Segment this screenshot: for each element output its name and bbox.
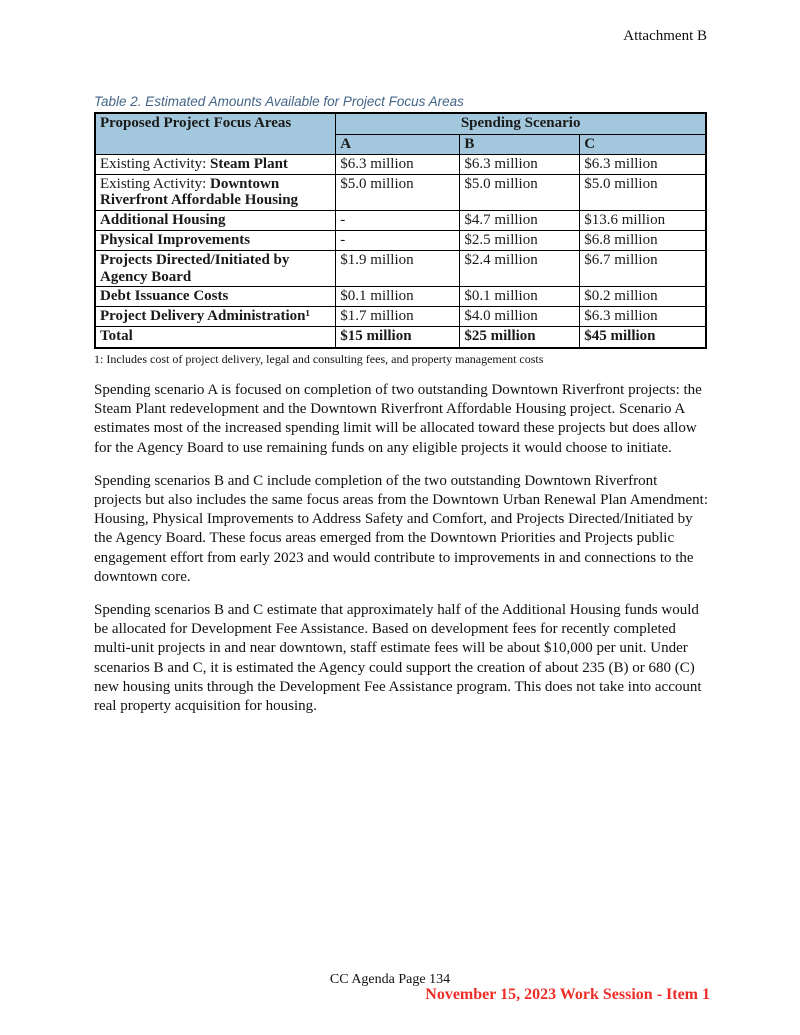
column-header-focus-areas: Proposed Project Focus Areas: [95, 113, 336, 154]
paragraph-scenarios-b-c: Spending scenarios B and C include completion of the two outstanding Downtown Riverfront projects but also includes the same focus areas from the Downtown Urban Renewal Plan Amendment: Housing, Physical Improvements to Address Safety and Comfort, and Projects Directed/Initiated by the Agency Board. These focus areas emerged from the Downtown Priorities and Projects public engagement effort from early 2023 and would contribute to improvements in and connections to the downtown core.: [94, 472, 709, 585]
table-row: [95, 287, 706, 307]
row-label: Additional Housing: [95, 211, 336, 231]
body-text: [94, 381, 708, 716]
table-header-group-row: [95, 113, 706, 135]
paragraph-fee-assistance: Spending scenarios B and C estimate that approximately half of the Additional Housing funds would be allocated for Development Fee Assistance. Based on development fees for recently completed multi-unit projects in and near downtown, staff estimate fees will be about $10,000 per unit. Under scenarios B and C, it is estimated the Agency could support the creation of about 235 (B) or 680 (C) new housing units through the Development Fee Assistance program. This does not take into account real property acquisition for housing.: [94, 602, 702, 715]
focus-areas-table: [94, 112, 707, 349]
row-label: Total: [95, 326, 336, 348]
value-cell: $5.0 million: [336, 174, 460, 211]
column-header-scenario-b: B: [460, 135, 580, 155]
value-cell: $6.7 million: [580, 250, 706, 287]
attachment-label: Attachment B: [623, 28, 707, 44]
table-row: [95, 174, 706, 211]
value-cell: $45 million: [580, 326, 706, 348]
value-cell: -: [336, 211, 460, 231]
value-cell: $6.3 million: [336, 154, 460, 174]
value-cell: $25 million: [460, 326, 580, 348]
value-cell: $6.3 million: [580, 307, 706, 327]
row-label: Project Delivery Administration¹: [95, 307, 336, 327]
footer-session-label: November 15, 2023 Work Session - Item 1: [425, 986, 710, 1003]
value-cell: $1.9 million: [336, 250, 460, 287]
column-header-scenario-a: A: [336, 135, 460, 155]
value-cell: $15 million: [336, 326, 460, 348]
value-cell: -: [336, 230, 460, 250]
value-cell: $2.5 million: [460, 230, 580, 250]
value-cell: $2.4 million: [460, 250, 580, 287]
table-row: [95, 250, 706, 287]
footer-page-number: CC Agenda Page 134: [329, 972, 451, 987]
value-cell: $5.0 million: [460, 174, 580, 211]
row-label: Projects Directed/Initiated by Agency Board: [95, 250, 336, 287]
row-label: Debt Issuance Costs: [95, 287, 336, 307]
value-cell: $0.1 million: [336, 287, 460, 307]
table-row: [95, 154, 706, 174]
paragraph-scenario-a: Spending scenario A is focused on completion of two outstanding Downtown Riverfront projects: the Steam Plant redevelopment and the Downtown Riverfront Affordable Housing project. Scenario A estimates most of the increased spending limit will be allocated toward these projects but does allow for the Agency Board to use remaining funds on any eligible projects it would choose to initiate.: [94, 381, 702, 456]
table-caption: Table 2. Estimated Amounts Available for Project Focus Areas: [94, 94, 464, 109]
row-label: Physical Improvements: [95, 230, 336, 250]
value-cell: $0.1 million: [460, 287, 580, 307]
value-cell: $4.0 million: [460, 307, 580, 327]
value-cell: $13.6 million: [580, 211, 706, 231]
row-label: Existing Activity: Downtown Riverfront Affordable Housing: [95, 174, 336, 211]
value-cell: $6.3 million: [460, 154, 580, 174]
table-footnote: 1: Includes cost of project delivery, legal and consulting fees, and property management costs: [94, 351, 544, 366]
table-row: [95, 211, 706, 231]
table-row-total: [95, 326, 706, 348]
column-group-header-spending-scenario: Spending Scenario: [336, 113, 706, 135]
page-content: [94, 94, 708, 716]
value-cell: $4.7 million: [460, 211, 580, 231]
row-label: Existing Activity: Steam Plant: [95, 154, 336, 174]
value-cell: $6.3 million: [580, 154, 706, 174]
value-cell: $1.7 million: [336, 307, 460, 327]
table-row: [95, 307, 706, 327]
value-cell: $0.2 million: [580, 287, 706, 307]
value-cell: $6.8 million: [580, 230, 706, 250]
table-row: [95, 230, 706, 250]
value-cell: $5.0 million: [580, 174, 706, 211]
column-header-scenario-c: C: [580, 135, 706, 155]
